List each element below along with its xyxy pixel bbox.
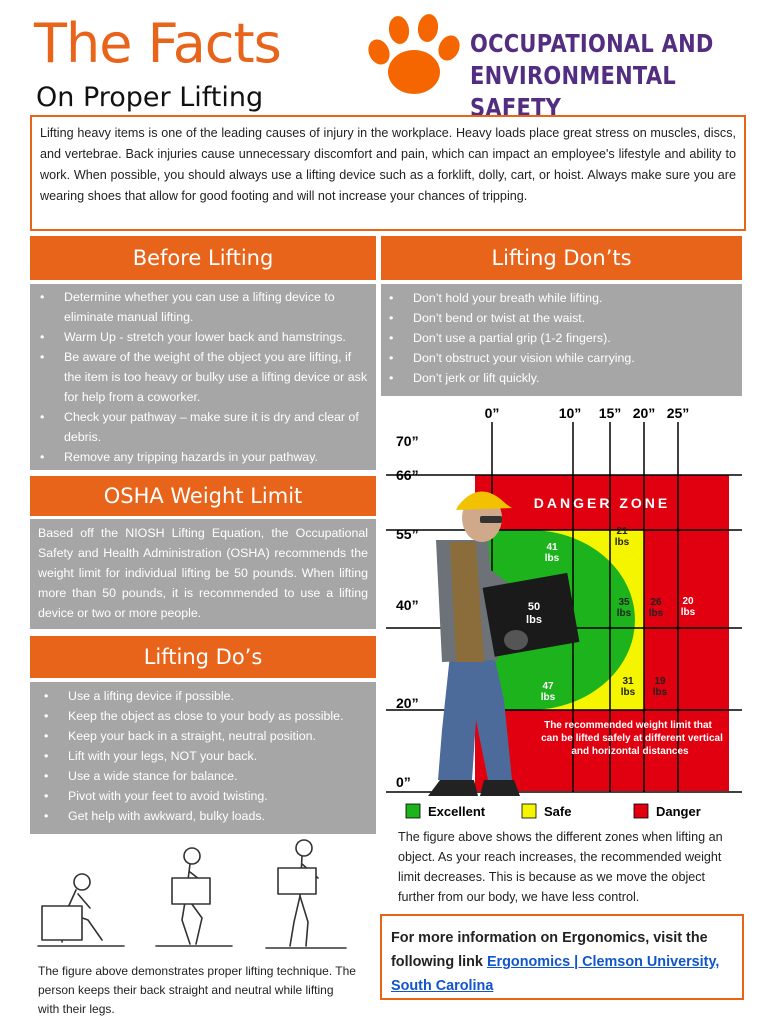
vertical-label: 55” (396, 526, 419, 542)
intro-paragraph: Lifting heavy items is one of the leading causes of injury in the workplace. Heavy loads place great stress on muscles, discs, and vertebrae. Back injuries cause unnecessary discomfort and pain, which can impact an employee's lifestyle and ability to work. When possible, you should always use a lifting device such as a forklift, dolly, cart, or hoist. Always make sure you are wearing shoes that allow for good footing and will not increase your chances of tripping. (30, 115, 746, 231)
list-item: • Determine whether you can use a lifting device to eliminate manual lifting. (64, 287, 368, 327)
list-item: • Pivot with your feet to avoid twisting. (68, 786, 376, 806)
lifting-dos-heading: Lifting Do’s (30, 636, 376, 678)
list-item: • Lift with your legs, NOT your back. (68, 746, 376, 766)
before-lifting-heading: Before Lifting (30, 236, 376, 280)
weight-26-unit: lbs (648, 608, 664, 619)
lifter-rising (156, 848, 232, 946)
list-item: • Use a lifting device if possible. (68, 686, 376, 706)
legend-swatch-excellent (406, 804, 420, 818)
horizontal-label: 15” (598, 405, 622, 421)
weight-47-unit: lbs (540, 692, 556, 703)
list-item: • Don’t bend or twist at the waist. (413, 308, 742, 328)
horizontal-label: 25” (666, 405, 690, 421)
diagram-note-line: The recommended weight limit that (544, 720, 712, 731)
legend-label: Safe (544, 804, 572, 819)
list-item: • Keep your back in a straight, neutral position. (68, 726, 376, 746)
list-item: • Remove any tripping hazards in your pathway. (64, 447, 368, 467)
weight-31-unit: lbs (620, 687, 636, 698)
weight-50-unit: lbs (526, 614, 542, 626)
lifting-dos-list (30, 682, 376, 834)
legend-swatch-safe (522, 804, 536, 818)
ergonomics-link[interactable]: Ergonomics | Clemson University, South Carolina (391, 954, 720, 994)
lifting-donts-list (381, 284, 742, 396)
list-item: • Warm Up - stretch your lower back and hamstrings. (64, 327, 368, 347)
horizontal-label: 20” (632, 405, 656, 421)
diagram-caption: The figure above shows the different zones when lifting an object. As your reach increases, the recommended weight limit decreases. This is because as we move the object further from our body, we have less control. (398, 830, 723, 904)
paw-print-icon (366, 14, 462, 100)
horizontal-label: 0” (484, 405, 500, 421)
legend-label: Danger (656, 804, 701, 819)
legend-label: Excellent (428, 804, 486, 819)
weight-41-value: 41 (546, 542, 558, 553)
technique-caption: The figure above demonstrates proper lifting technique. The person keeps their back straight and neutral while lifting with their legs. (38, 964, 356, 1016)
vertical-label: 40” (396, 597, 419, 613)
weight-20-value: 20 (682, 596, 694, 607)
list-item: • Check your pathway – make sure it is dry and clear of debris. (64, 407, 368, 447)
more-info-text: For more information on Ergonomics, visit the following link (391, 930, 708, 970)
list-item: • Don’t use a partial grip (1-2 fingers). (413, 328, 742, 348)
weight-41-unit: lbs (544, 553, 560, 564)
osha-text-box (30, 519, 376, 629)
horizontal-label: 10” (558, 405, 582, 421)
weight-35-value: 35 (618, 597, 630, 608)
weight-47-value: 47 (542, 681, 554, 692)
department-name (470, 28, 720, 124)
lifting-zone-diagram (380, 400, 744, 824)
weight-19-value: 19 (654, 676, 666, 687)
lifting-technique-figure (36, 838, 360, 954)
danger-zone-label: DANGER ZONE (533, 495, 671, 511)
weight-31-value: 31 (622, 676, 634, 687)
vertical-label: 70” (396, 433, 419, 449)
vertical-label: 20” (396, 695, 419, 711)
osha-text: Based off the NIOSH Lifting Equation, the Occupational Safety and Health Administration (OSHA) recommends the weight limit for individual lifting be 50 pounds. When lifting more than 50 pounds, it is recommended to use a lifting device or two or more people. (38, 526, 368, 620)
before-lifting-list (30, 284, 376, 470)
list-item: • Keep the object as close to your body as possible. (68, 706, 376, 726)
department-line-1: OCCUPATIONAL AND (470, 29, 714, 58)
diagram-legend (406, 804, 701, 819)
list-item: • Don’t hold your breath while lifting. (413, 288, 742, 308)
diagram-note-line: can be lifted safely at different vertical (541, 733, 723, 744)
page-subtitle: On Proper Lifting (36, 82, 264, 113)
lifter-standing (266, 840, 346, 948)
weight-50-value: 50 (527, 601, 541, 613)
page-title: The Facts (34, 12, 281, 75)
legend-swatch-danger (634, 804, 648, 818)
list-item: • Use a wide stance for balance. (68, 766, 376, 786)
department-line-2: ENVIRONMENTAL SAFETY (470, 61, 677, 122)
weight-21-unit: lbs (614, 537, 630, 548)
weight-20-unit: lbs (680, 607, 696, 618)
diagram-note-line: and horizontal distances (571, 746, 689, 757)
more-info-box (380, 914, 744, 1000)
lifter-squatting (38, 874, 124, 946)
list-item: • Don’t jerk or lift quickly. (413, 368, 742, 388)
vertical-label: 66” (396, 467, 419, 483)
lifting-donts-heading: Lifting Don’ts (381, 236, 742, 280)
weight-21-value: 21 (616, 526, 628, 537)
vertical-label: 0” (396, 774, 411, 790)
weight-19-unit: lbs (652, 687, 668, 698)
weight-35-unit: lbs (616, 608, 632, 619)
list-item: • Don’t obstruct your vision while carrying. (413, 348, 742, 368)
osha-heading: OSHA Weight Limit (30, 476, 376, 516)
list-item: • Get help with awkward, bulky loads. (68, 806, 376, 826)
list-item: • Be aware of the weight of the object you are lifting, if the item is too heavy or bulky use a lifting device or ask for help from a coworker. (64, 347, 368, 407)
weight-26-value: 26 (650, 597, 662, 608)
